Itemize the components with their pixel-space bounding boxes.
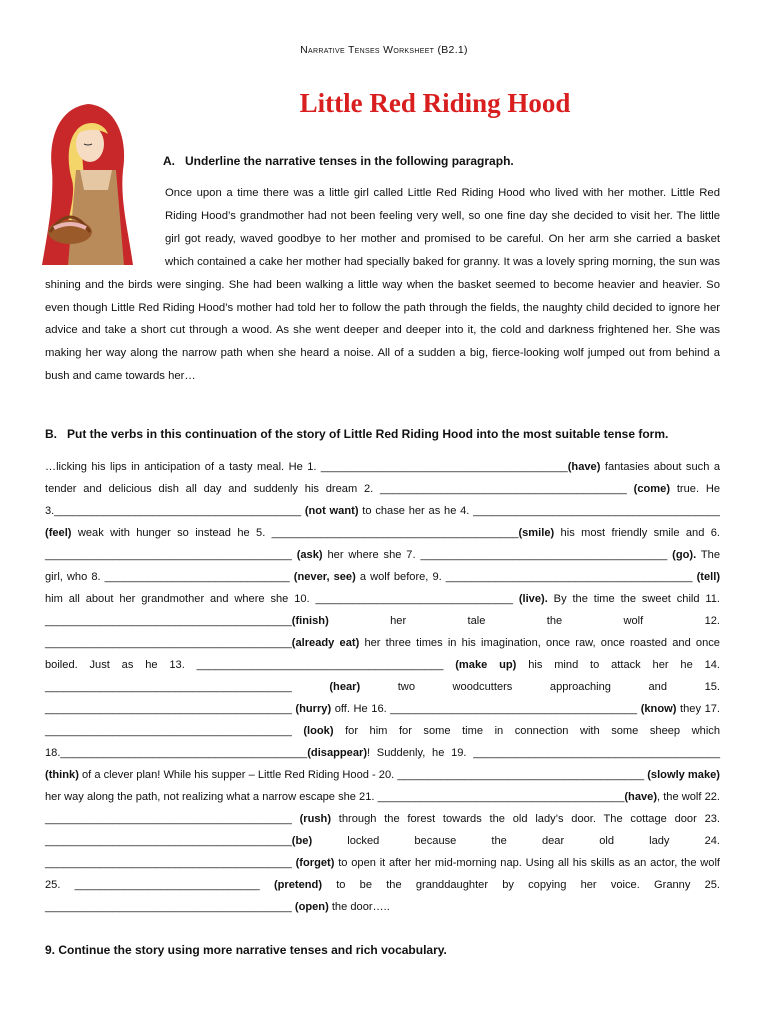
section-a-instruction-text: Underline the narrative tenses in the following paragraph. bbox=[185, 154, 514, 168]
verb-prompt: (feel) bbox=[45, 527, 72, 539]
story-text-segment: to chase her as he 4. ________________________________________ bbox=[358, 505, 720, 517]
story-text-segment: fantasies about such a tender and delicious dish all day and suddenly his dream 2. ________________________________________ bbox=[45, 461, 720, 495]
story-text-segment: , the wolf 22. ________________________________________ bbox=[45, 791, 720, 825]
section-9-instruction: 9. Continue the story using more narrative tenses and rich vocabulary. bbox=[45, 943, 447, 957]
section-b-label: B. bbox=[45, 427, 57, 441]
verb-prompt: (never, see) bbox=[293, 571, 356, 583]
story-text-segment: …licking his lips in anticipation of a tasty meal. He 1. ________________________________________ bbox=[45, 461, 568, 473]
verb-prompt: (look) bbox=[303, 725, 334, 737]
verb-prompt: (think) bbox=[45, 769, 79, 781]
section-b-story bbox=[45, 456, 720, 918]
verb-prompt: (have) bbox=[567, 461, 601, 473]
verb-prompt: (come) bbox=[633, 483, 671, 495]
verb-prompt: (tell) bbox=[696, 571, 721, 583]
verb-prompt: (disappear) bbox=[307, 747, 368, 759]
verb-prompt: (know) bbox=[640, 703, 677, 715]
section-a-label: A. bbox=[163, 154, 175, 168]
section-a-instruction bbox=[163, 154, 514, 168]
verb-prompt: (already eat) bbox=[291, 637, 360, 649]
story-text-segment: a wolf before, 9. ________________________________________ bbox=[355, 571, 697, 583]
page-title: Little Red Riding Hood bbox=[299, 88, 571, 118]
story-text-segment: him all about her grandmother and where she 10. ________________________________ bbox=[45, 593, 519, 605]
section-b-instruction bbox=[45, 427, 668, 441]
story-text-segment: her way along the path, not realizing what a narrow escape she 21. ________________________________________ bbox=[45, 791, 625, 803]
section-b-instruction-text: Put the verbs in this continuation of the story of Little Red Riding Hood into the most suitable tense form. bbox=[67, 427, 669, 441]
story-text-segment: to open it after her mid-morning nap. Using all his skills as an actor, the wolf 25. ______________________________ bbox=[45, 857, 720, 891]
verb-prompt: (go). bbox=[672, 549, 697, 561]
verb-prompt: (hurry) bbox=[295, 703, 332, 715]
verb-prompt: (finish) bbox=[291, 615, 329, 627]
story-text-segment: of a clever plan! While his supper – Little Red Riding Hood - 20. ________________________________________ bbox=[78, 769, 648, 781]
story-text-segment: his most friendly smile and 6. ________________________________________ bbox=[45, 527, 720, 561]
story-text-segment: The girl, who 8. ______________________________ bbox=[45, 549, 720, 583]
verb-prompt: (not want) bbox=[304, 505, 359, 517]
story-text-segment: her tale the wolf 12. ________________________________________ bbox=[45, 615, 720, 649]
section-a-paragraph bbox=[45, 182, 720, 388]
story-text-segment: they 17. ________________________________________ bbox=[45, 703, 721, 737]
illustration-spacer bbox=[45, 182, 165, 270]
story-text-segment: By the time the sweet child 11. ________________________________________ bbox=[45, 593, 721, 627]
story-text-segment: his mind to attack her he 14. ________________________________________ bbox=[45, 659, 720, 693]
verb-prompt: (slowly make) bbox=[647, 769, 720, 781]
story-text-segment: through the forest towards the old lady’s door. The cottage door 23. ________________________________________ bbox=[45, 813, 720, 847]
story-text-segment: for him for some time in connection with some sheep which 18.________________________________________ bbox=[45, 725, 720, 759]
verb-prompt: (forget) bbox=[295, 857, 335, 869]
verb-prompt: (smile) bbox=[518, 527, 555, 539]
story-text-segment: the door….. bbox=[328, 901, 390, 913]
verb-prompt: (make up) bbox=[455, 659, 517, 671]
verb-prompt: (hear) bbox=[329, 681, 361, 693]
verb-prompt: (rush) bbox=[299, 813, 332, 825]
verb-prompt: (live). bbox=[518, 593, 548, 605]
verb-prompt: (have) bbox=[624, 791, 658, 803]
story-text-segment: her where she 7. ________________________________________ bbox=[322, 549, 673, 561]
story-text-segment: to be the granddaughter by copying her voice. Granny 25. ________________________________________ bbox=[45, 879, 721, 913]
story-text-segment: off. He 16. ________________________________________ bbox=[331, 703, 641, 715]
story-text-segment: her three times in his imagination, once raw, once roasted and once boiled. Just as he 13. ________________________________________ bbox=[45, 637, 720, 671]
verb-prompt: (pretend) bbox=[273, 879, 323, 891]
story-text-segment: locked because the dear old lady 24. ________________________________________ bbox=[45, 835, 720, 869]
worksheet-header: Narrative Tenses Worksheet (B2.1) bbox=[300, 44, 468, 56]
verb-prompt: (be) bbox=[291, 835, 313, 847]
story-text-segment: two woodcutters approaching and 15. ________________________________________ bbox=[45, 681, 720, 715]
story-text-segment: weak with hunger so instead he 5. ________________________________________ bbox=[71, 527, 519, 539]
section-a-paragraph-text: Once upon a time there was a little girl called Little Red Riding Hood who lived with her mother. Little Red Riding Hood’s grandmother had not been feeling very well, so one fine day she decided to visit her. The little girl got ready, waved goodbye to her mother and promised to be careful. On her arm she carried a basket which contained a cake her mother had specially baked for granny. It was a lovely spring morning, the sun was shining and the birds were singing. She had been walking a little way when the basket seemed to become heavier and heavier. So even though Little Red Riding Hood’s mother had told her to follow the path through the fields, the naughty child decided to ignore her advice and take a short cut through a wood. As she went deeper and deeper into it, the cold and darkness frightened her. She was making her way along the narrow path when she heard a noise. All of a sudden a big, fierce-looking wolf jumped out from behind a bush and came towards her… bbox=[45, 187, 720, 383]
verb-prompt: (open) bbox=[294, 901, 329, 913]
verb-prompt: (ask) bbox=[296, 549, 323, 561]
story-text-segment: ! Suddenly, he 19. ________________________________________ bbox=[367, 747, 720, 759]
story-text-segment: true. He 3.________________________________________ bbox=[45, 483, 721, 517]
